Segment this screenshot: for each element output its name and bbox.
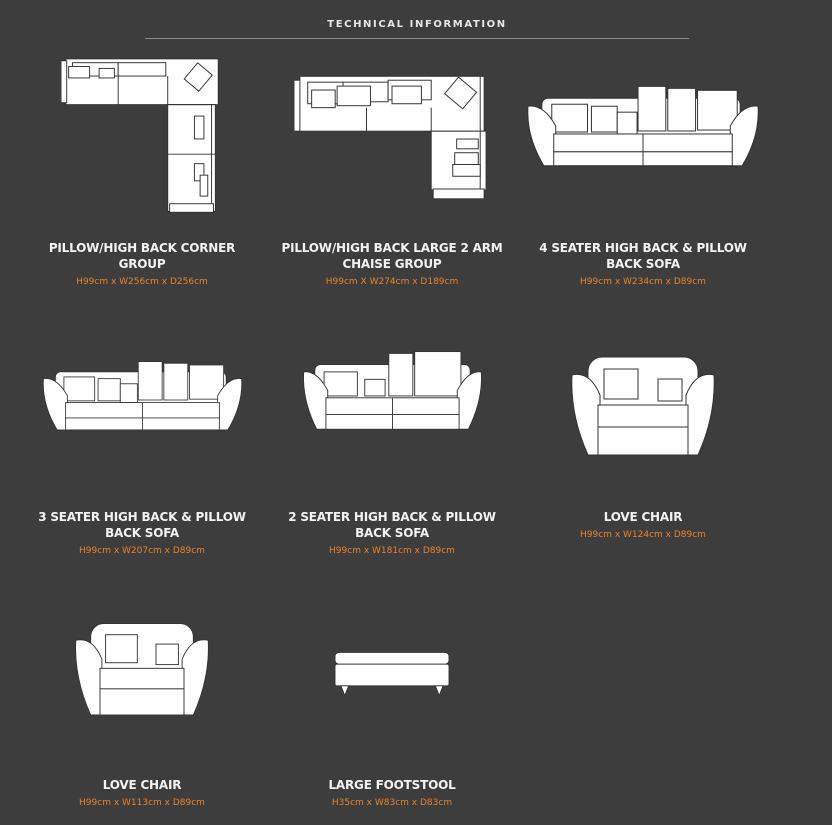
product-dimensions: H99cm x W207cm x D89cm	[79, 546, 205, 556]
product-dimensions: H99cm x W256cm x D256cm	[76, 277, 208, 287]
product-two-seater-text	[267, 509, 517, 557]
chaise-group-diagram	[294, 74, 490, 206]
product-dimensions: H35cm x W83cm x D83cm	[331, 798, 453, 808]
product-dimensions: H99cm x W124cm x D89cm	[580, 530, 706, 540]
product-love-chair-small	[17, 620, 267, 726]
product-dimensions: H99cm x W234cm x D89cm	[580, 277, 706, 287]
product-corner-group-text	[17, 240, 267, 288]
product-love-chair-large	[518, 355, 768, 465]
product-four-seater	[518, 86, 768, 176]
product-name: LOVE CHAIR	[102, 778, 182, 792]
product-love-chair-large-text	[518, 509, 768, 541]
product-name: LARGE FOOTSTOOL	[328, 778, 456, 792]
product-two-seater	[267, 348, 517, 443]
product-name: 2 SEATER HIGH BACK & PILLOW BACK SOFA	[288, 510, 496, 540]
product-footstool-text	[267, 777, 517, 809]
four-seater-sofa-diagram	[524, 86, 762, 176]
product-dimensions: H99cm x W181cm x D89cm	[329, 546, 455, 556]
product-three-seater	[17, 355, 267, 445]
product-chaise-group-text	[267, 240, 517, 288]
product-four-seater-text	[518, 240, 768, 288]
love-chair-diagram	[72, 620, 212, 726]
product-dimensions: H99cm x W113cm x D89cm	[79, 798, 205, 808]
product-three-seater-text	[17, 509, 267, 557]
product-name: LOVE CHAIR	[603, 510, 683, 524]
three-seater-sofa-diagram	[40, 355, 245, 445]
product-corner-group	[17, 56, 267, 219]
product-love-chair-small-text	[17, 777, 267, 809]
two-seater-sofa-diagram	[300, 348, 485, 443]
product-name: 3 SEATER HIGH BACK & PILLOW BACK SOFA	[38, 510, 246, 540]
product-name: PILLOW/HIGH BACK CORNER GROUP	[48, 241, 236, 271]
product-dimensions: H99cm X W274cm x D189cm	[325, 277, 459, 287]
product-footstool	[267, 650, 517, 700]
love-chair-diagram	[568, 355, 718, 465]
footstool-diagram	[333, 650, 451, 700]
section-divider	[145, 38, 689, 39]
section-header	[145, 18, 689, 39]
product-chaise-group	[267, 74, 517, 206]
corner-group-diagram	[61, 56, 223, 219]
product-name: 4 SEATER HIGH BACK & PILLOW BACK SOFA	[539, 241, 747, 271]
section-title: TECHNICAL INFORMATION	[327, 19, 507, 30]
product-name: PILLOW/HIGH BACK LARGE 2 ARM CHAISE GROUP	[281, 241, 503, 271]
